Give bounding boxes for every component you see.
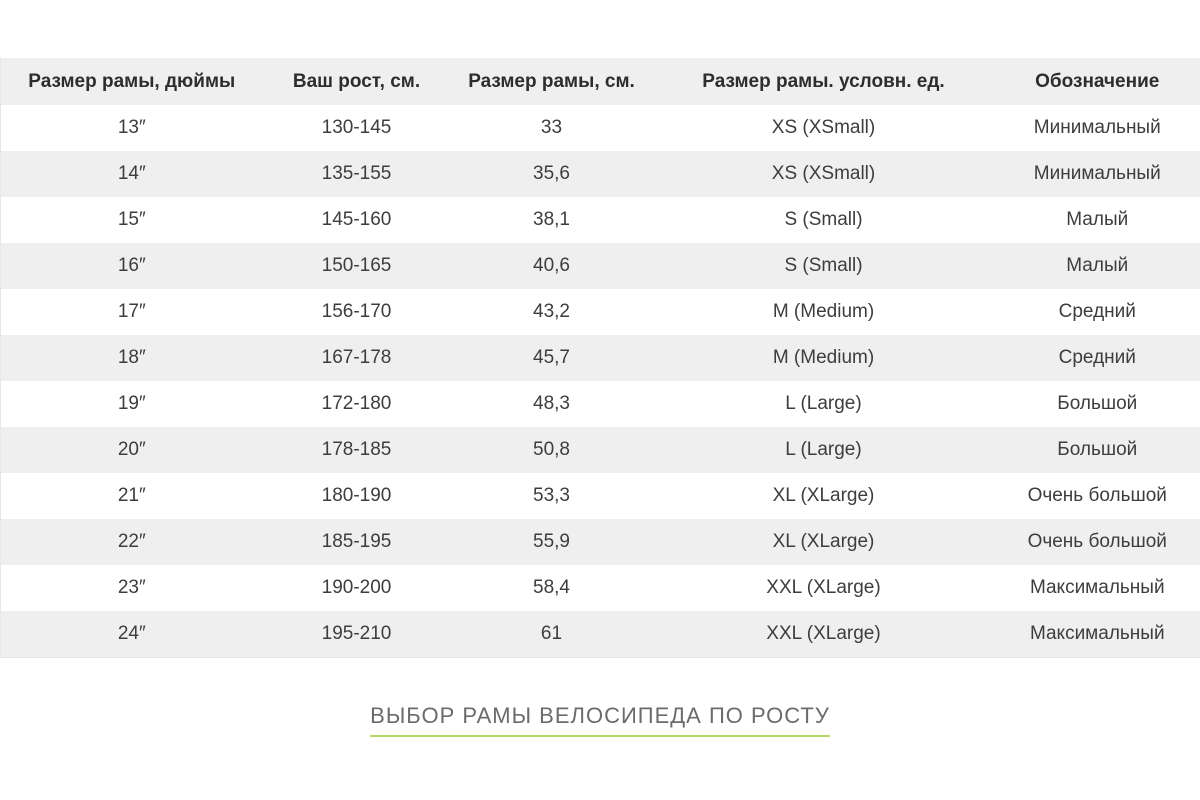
table-body [1, 105, 1200, 658]
cell-height-range: 180-190 [263, 473, 451, 519]
table-row [1, 611, 1200, 658]
table-row [1, 151, 1200, 197]
cell-designation: Малый [995, 197, 1200, 243]
cell-size-code: M (Medium) [653, 335, 995, 381]
cell-frame-cm: 55,9 [451, 519, 653, 565]
cell-frame-cm: 58,4 [451, 565, 653, 611]
cell-height-range: 145-160 [263, 197, 451, 243]
cell-designation: Очень большой [995, 473, 1200, 519]
cell-frame-inches: 14″ [1, 151, 263, 197]
table-row [1, 289, 1200, 335]
cell-frame-inches: 19″ [1, 381, 263, 427]
cell-designation: Средний [995, 289, 1200, 335]
cell-designation: Малый [995, 243, 1200, 289]
cell-frame-cm: 53,3 [451, 473, 653, 519]
cell-frame-cm: 61 [451, 611, 653, 658]
cell-size-code: L (Large) [653, 381, 995, 427]
cell-frame-cm: 35,6 [451, 151, 653, 197]
cell-frame-cm: 43,2 [451, 289, 653, 335]
cell-height-range: 172-180 [263, 381, 451, 427]
frame-size-table [0, 58, 1200, 658]
cell-frame-inches: 17″ [1, 289, 263, 335]
cell-frame-cm: 48,3 [451, 381, 653, 427]
footer-link-container [0, 703, 1200, 737]
cell-designation: Очень большой [995, 519, 1200, 565]
table-row [1, 519, 1200, 565]
cell-size-code: XS (XSmall) [653, 105, 995, 151]
cell-frame-inches: 15″ [1, 197, 263, 243]
cell-size-code: XXL (XLarge) [653, 611, 995, 658]
cell-frame-inches: 21″ [1, 473, 263, 519]
cell-size-code: L (Large) [653, 427, 995, 473]
cell-frame-cm: 40,6 [451, 243, 653, 289]
cell-designation: Большой [995, 381, 1200, 427]
table-row [1, 197, 1200, 243]
table-row [1, 473, 1200, 519]
cell-height-range: 178-185 [263, 427, 451, 473]
cell-designation: Большой [995, 427, 1200, 473]
cell-frame-inches: 24″ [1, 611, 263, 658]
cell-size-code: XS (XSmall) [653, 151, 995, 197]
header-frame-size-units: Размер рамы. условн. ед. [653, 58, 995, 105]
table-row [1, 565, 1200, 611]
frame-selection-link[interactable]: ВЫБОР РАМЫ ВЕЛОСИПЕДА ПО РОСТУ [370, 703, 830, 737]
cell-frame-cm: 33 [451, 105, 653, 151]
cell-designation: Минимальный [995, 105, 1200, 151]
cell-height-range: 167-178 [263, 335, 451, 381]
cell-frame-inches: 23″ [1, 565, 263, 611]
table-row [1, 427, 1200, 473]
table-row [1, 381, 1200, 427]
cell-size-code: XL (XLarge) [653, 519, 995, 565]
cell-frame-inches: 16″ [1, 243, 263, 289]
cell-designation: Максимальный [995, 611, 1200, 658]
cell-frame-inches: 20″ [1, 427, 263, 473]
cell-height-range: 156-170 [263, 289, 451, 335]
table-row [1, 335, 1200, 381]
cell-height-range: 185-195 [263, 519, 451, 565]
cell-size-code: S (Small) [653, 197, 995, 243]
header-frame-size-cm: Размер рамы, см. [451, 58, 653, 105]
cell-size-code: XXL (XLarge) [653, 565, 995, 611]
cell-frame-cm: 50,8 [451, 427, 653, 473]
cell-designation: Средний [995, 335, 1200, 381]
cell-height-range: 135-155 [263, 151, 451, 197]
cell-frame-inches: 13″ [1, 105, 263, 151]
cell-size-code: M (Medium) [653, 289, 995, 335]
table-header-row [1, 58, 1200, 105]
cell-frame-inches: 22″ [1, 519, 263, 565]
cell-designation: Минимальный [995, 151, 1200, 197]
table-row [1, 243, 1200, 289]
cell-height-range: 150-165 [263, 243, 451, 289]
header-your-height: Ваш рост, см. [263, 58, 451, 105]
header-designation: Обозначение [995, 58, 1200, 105]
cell-height-range: 190-200 [263, 565, 451, 611]
header-frame-size-inches: Размер рамы, дюймы [1, 58, 263, 105]
cell-frame-cm: 45,7 [451, 335, 653, 381]
cell-frame-cm: 38,1 [451, 197, 653, 243]
cell-designation: Максимальный [995, 565, 1200, 611]
cell-frame-inches: 18″ [1, 335, 263, 381]
table-row [1, 105, 1200, 151]
cell-size-code: XL (XLarge) [653, 473, 995, 519]
cell-size-code: S (Small) [653, 243, 995, 289]
cell-height-range: 195-210 [263, 611, 451, 658]
cell-height-range: 130-145 [263, 105, 451, 151]
